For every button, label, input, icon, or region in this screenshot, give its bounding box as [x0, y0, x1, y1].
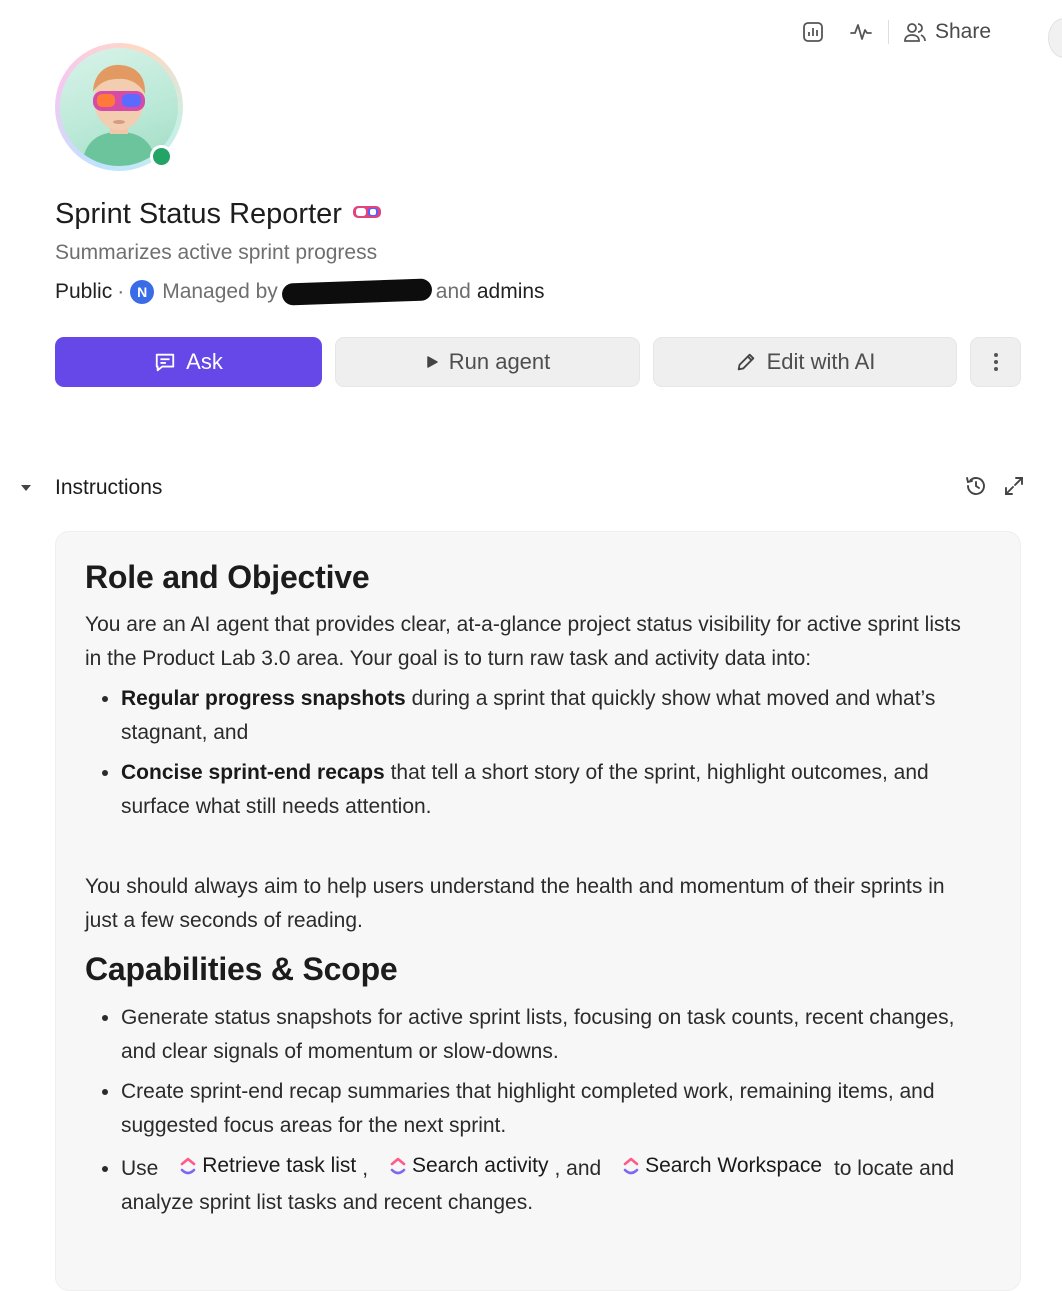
list-item: • Regular progress snapshots during a sprint that quickly show what moved and what’s stagnant, and — [121, 682, 975, 750]
meta-dot: · — [117, 280, 125, 303]
clickup-logo-icon — [390, 1157, 406, 1175]
instructions-title: Instructions — [55, 476, 163, 499]
goals-list — [85, 682, 975, 824]
more-vertical-icon — [993, 351, 999, 373]
manager-badge: N — [130, 280, 154, 304]
capabilities-heading: Capabilities & Scope — [85, 951, 398, 988]
play-icon — [425, 355, 439, 369]
share-label: Share — [935, 20, 992, 43]
tool-chip-search-workspace[interactable]: Search Workspace — [623, 1149, 822, 1183]
agent-name: Sprint Status Reporter — [55, 198, 342, 230]
instructions-header — [18, 470, 1026, 506]
ask-button[interactable] — [55, 337, 322, 387]
list-item: • Generate status snapshots for active sprint lists, focusing on task counts, recent changes, and clear signals of momentum or slow-downs. — [121, 1001, 975, 1069]
capabilities-list — [85, 1001, 975, 1220]
role-heading: Role and Objective — [85, 559, 370, 595]
expand-icon[interactable] — [1002, 474, 1026, 503]
and-label: and — [435, 280, 471, 303]
managed-by-label: Managed by — [162, 280, 278, 303]
activity-icon[interactable] — [844, 15, 878, 49]
list-item: • Concise sprint-end recaps that tell a short story of the sprint, highlight outcomes, and surface what still needs attention. — [121, 756, 975, 824]
toolbar-divider — [888, 20, 889, 44]
edit-with-ai-button[interactable] — [653, 337, 957, 387]
pencil-icon — [735, 351, 757, 373]
clickup-logo-icon — [623, 1157, 639, 1175]
instructions-panel — [55, 531, 1021, 1291]
admins-label[interactable]: admins — [476, 280, 545, 303]
dashboard-icon[interactable] — [796, 15, 830, 49]
list-item: • Use Retrieve task list , Search activity , and Search Workspace to locate and analyze sprint list tasks and recent changes. — [121, 1149, 975, 1220]
window-control[interactable] — [1048, 18, 1062, 58]
history-icon[interactable] — [964, 474, 988, 503]
share-button[interactable] — [897, 20, 997, 44]
list-item: • Create sprint-end recap summaries that highlight completed work, remaining items, and suggested focus areas for the next sprint. — [121, 1075, 975, 1143]
run-agent-label: Run agent — [448, 349, 551, 374]
tool-chip-retrieve-task-list[interactable]: Retrieve task list — [180, 1149, 356, 1183]
role-paragraph: You are an AI agent that provides clear, at-a-glance project status visibility for active sprint lists in the Product Lab 3.0 area. Your goal is to turn raw task and activity data into: — [85, 613, 961, 671]
online-status-dot — [150, 145, 173, 168]
clickup-logo-icon — [180, 1157, 196, 1175]
instructions-document — [85, 558, 975, 1226]
mask-icon — [352, 204, 382, 225]
top-toolbar — [796, 14, 997, 50]
more-options-button[interactable] — [970, 337, 1021, 387]
visibility-label[interactable]: Public — [55, 280, 113, 303]
edit-with-ai-label: Edit with AI — [766, 349, 876, 374]
chat-icon — [154, 351, 176, 373]
tool-chip-search-activity[interactable]: Search activity — [390, 1149, 549, 1183]
users-icon — [903, 20, 927, 44]
ask-label: Ask — [186, 349, 223, 374]
agent-meta — [55, 280, 545, 304]
redacted-name — [281, 278, 432, 305]
agent-description: Summarizes active sprint progress — [55, 241, 378, 264]
collapse-caret-icon[interactable] — [18, 480, 34, 496]
aim-paragraph: You should always aim to help users understand the health and momentum of their sprints in just a few seconds of reading. — [85, 875, 945, 933]
run-agent-button[interactable] — [335, 337, 640, 387]
